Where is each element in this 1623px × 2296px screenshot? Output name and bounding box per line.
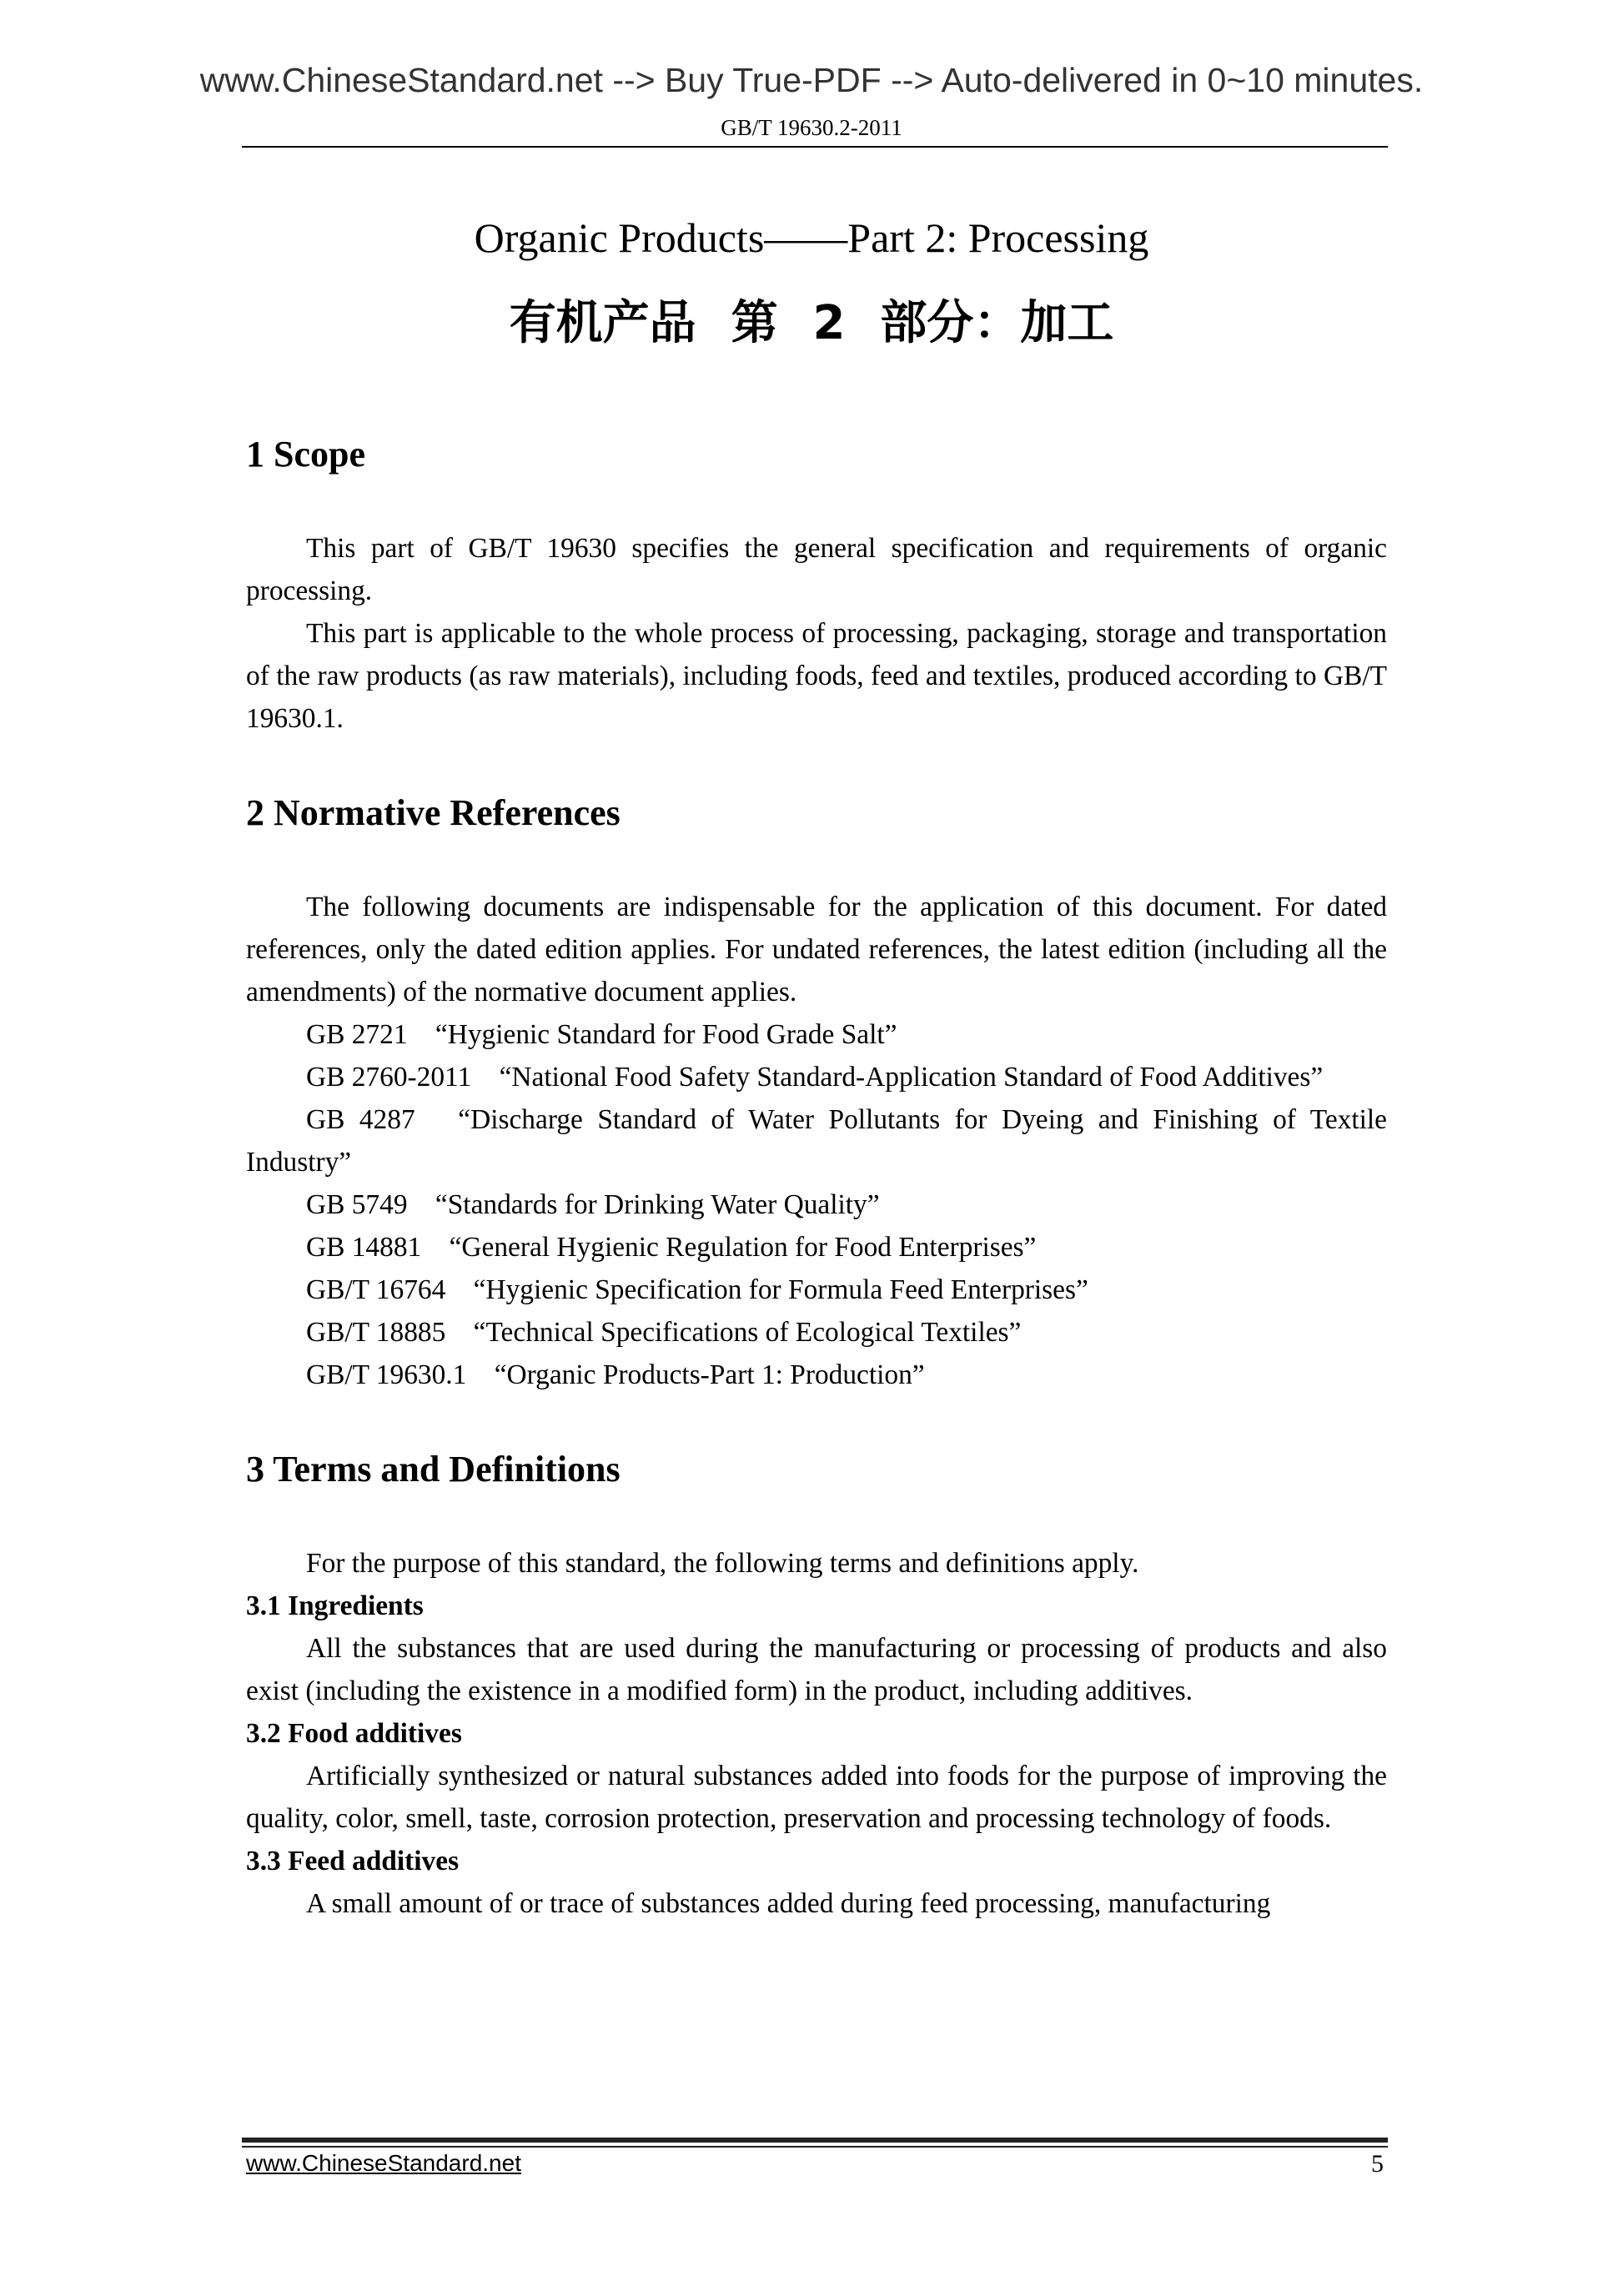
reference-item: GB 14881 “General Hygienic Regulation for Food Enterprises”: [306, 1232, 1037, 1263]
reference-item: GB 2721 “Hygienic Standard for Food Grade Salt”: [306, 1019, 897, 1050]
header-divider: [242, 146, 1388, 148]
term-definition-ingredients: All the substances that are used during the manufacturing or processing of products and also exist (including the existence in a modified form) in the product, including additives.: [246, 1633, 1387, 1706]
section-heading-scope: 1 Scope: [246, 434, 365, 475]
term-heading-food-additives: 3.2 Food additives: [246, 1718, 462, 1749]
page-number: 5: [1371, 2150, 1384, 2178]
reference-item: GB/T 16764 “Hygienic Specification for Formula Feed Enterprises”: [306, 1274, 1088, 1305]
term-definition-food-additives: Artificially synthesized or natural substances added into foods for the purpose of improving the quality, color, smell, taste, corrosion protection, preservation and processing technology of foods.: [246, 1761, 1387, 1834]
section-heading-terms-definitions: 3 Terms and Definitions: [246, 1449, 621, 1490]
reference-item: GB 2760-2011 “National Food Safety Standard-Application Standard of Food Additives”: [306, 1062, 1324, 1093]
document-code: GB/T 19630.2-2011: [721, 115, 902, 140]
term-heading-feed-additives: 3.3 Feed additives: [246, 1846, 460, 1876]
normative-intro-paragraph: The following documents are indispensable for the application of this document. For dated references, only the dated edition applies. For undated references, the latest edition (including all the amendments) of the normative document applies.: [246, 892, 1387, 1007]
reference-item: GB 4287 “Discharge Standard of Water Pollutants for Dyeing and Finishing of Textile Industry”: [246, 1104, 1387, 1178]
reference-item: GB/T 18885 “Technical Specifications of Ecological Textiles”: [306, 1317, 1022, 1348]
scope-paragraph-2: This part is applicable to the whole process of processing, packaging, storage and transportation of the raw products (as raw materials), including foods, feed and textiles, produced according to GB/T 19630.1.: [246, 618, 1387, 734]
footer-divider-thin: [242, 2146, 1388, 2148]
term-heading-ingredients: 3.1 Ingredients: [246, 1590, 424, 1621]
footer-website-link[interactable]: www.ChineseStandard.net: [246, 2150, 521, 2176]
title-chinese: 有机产品 第 2 部分：加工: [509, 296, 1114, 350]
top-banner: www.ChineseStandard.net --> Buy True-PDF --> Auto-delivered in 0~10 minutes.: [199, 61, 1424, 99]
document-body: [246, 430, 1387, 1925]
footer-divider-thick: [242, 2138, 1388, 2143]
scope-paragraph-1: This part of GB/T 19630 specifies the general specification and requirements of organic processing.: [246, 533, 1387, 606]
title-english: Organic Products——Part 2: Processing: [474, 214, 1149, 261]
reference-item: GB 5749 “Standards for Drinking Water Quality”: [306, 1189, 880, 1220]
terms-intro-paragraph: For the purpose of this standard, the following terms and definitions apply.: [306, 1548, 1139, 1579]
section-heading-normative-references: 2 Normative References: [246, 792, 621, 833]
reference-item: GB/T 19630.1 “Organic Products-Part 1: Production”: [306, 1359, 925, 1390]
term-definition-feed-additives: A small amount of or trace of substances added during feed processing, manufacturing: [306, 1888, 1271, 1919]
